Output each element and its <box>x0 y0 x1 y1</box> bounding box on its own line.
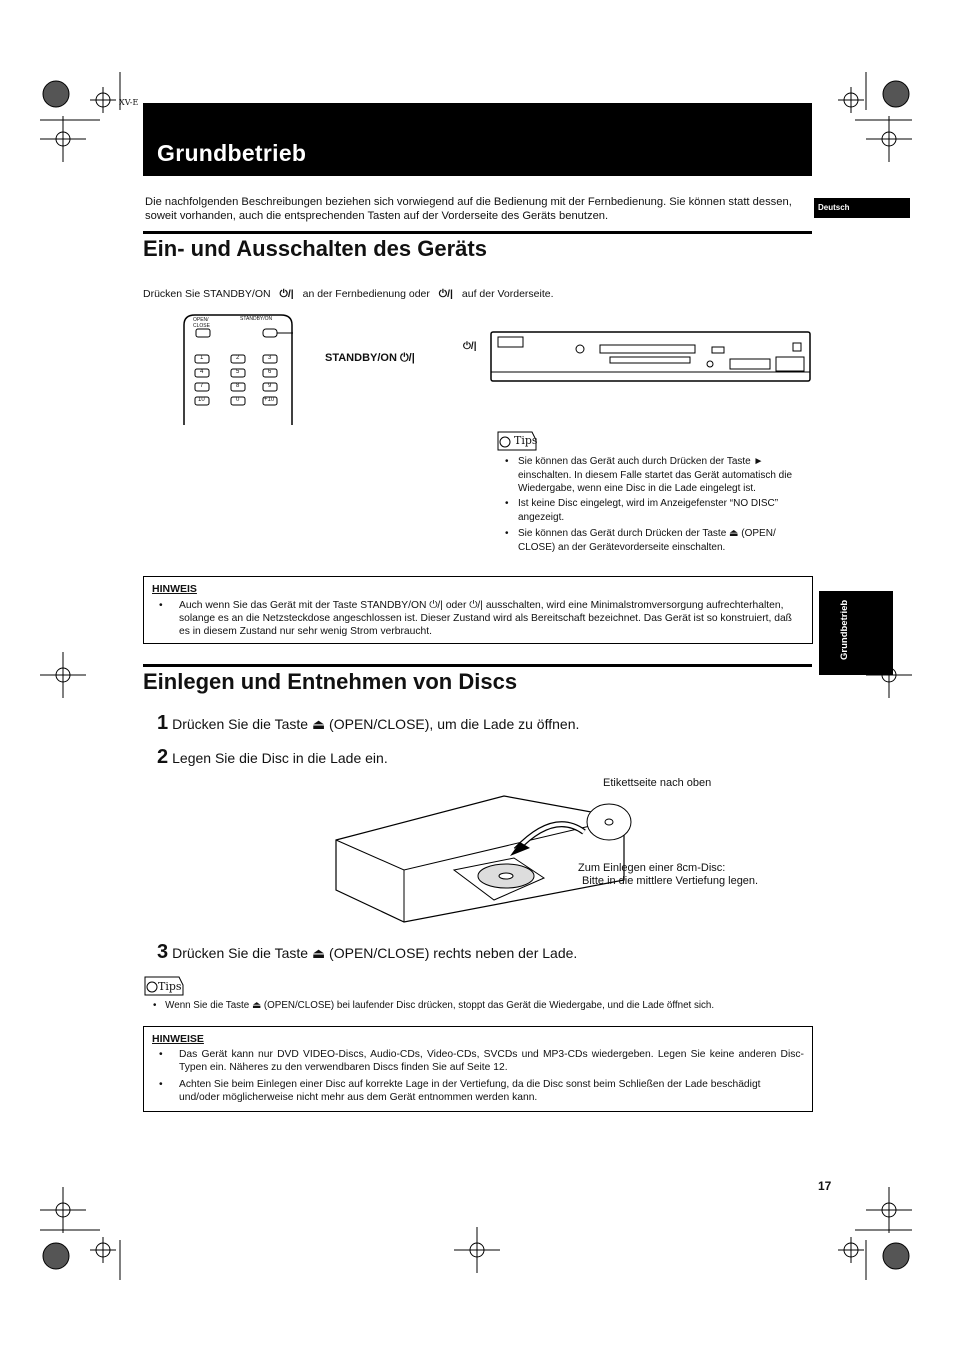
dvd-player-front <box>490 331 812 384</box>
power-instruction: Drücken Sie STANDBY/ON ⏻/| an der Fernbedienung oder ⏻/| auf der Vorderseite. <box>143 288 554 300</box>
remote-digit: 0 <box>236 397 240 403</box>
remote-digit: 6 <box>268 369 272 375</box>
note-box: HINWEIS • Auch wenn Sie das Gerät mit der Taste STANDBY/ON ⏻/| oder ⏻/| ausschalten, wird eine Minimalstromversorgung aufrechterhalten, solange es an die Netzsteckdose angeschlossen ist. Dieser Zustand wird als Bereitschaft bezeichnet. Das Gerät ist so konstruiert, daß es in diesem Zustand nur sehr wenig Strom verbraucht. <box>143 576 813 644</box>
step-3: 3 Drücken Sie die Taste ⏏ (OPEN/CLOSE) rechts neben der Lade. <box>157 941 578 963</box>
section-rule <box>143 231 812 234</box>
remote-digit: 1 <box>200 355 204 361</box>
power-icon: ⏻/| <box>279 288 294 300</box>
side-tab-label: Grundbetrieb <box>839 599 850 660</box>
remote-callout: STANDBY/ON ⏻/| <box>325 352 415 364</box>
step-2: 2 Legen Sie die Disc in die Lade ein. <box>157 746 388 768</box>
label-side-up: Etikettseite nach oben <box>603 777 712 789</box>
tip-item: • Wenn Sie die Taste ⏏ (OPEN/CLOSE) bei laufender Disc drücken, stoppt das Gerät die Wiedergabe, und die Lade öffnet sich. <box>153 1000 715 1011</box>
section-heading-power: Ein- und Ausschalten des Geräts <box>143 236 487 261</box>
label-8cm-text: Bitte in die mittlere Vertiefung legen. <box>582 875 759 887</box>
remote-digit: 7 <box>200 383 204 389</box>
page-title: Grundbetrieb <box>157 140 307 166</box>
page-number: 17 <box>818 1179 832 1193</box>
tips-label: Tips <box>158 980 182 993</box>
notes-heading: HINWEISE <box>152 1033 204 1045</box>
language-tab <box>814 198 910 218</box>
remote-digit: 2 <box>236 355 240 361</box>
power-icon: ⏻/| <box>463 341 477 352</box>
notes-box: HINWEISE • Das Gerät kann nur DVD VIDEO-Discs, Audio-CDs, Video-CDs, SVCDs und MP3-CDs wiedergeben. Legen Sie keine anderen Disc-Typen ein. Näheres zu den verwendbaren Discs finden Sie auf Seite 12. • Achten Sie beim Einlegen einer Disc auf korrekte Lage in der Vertiefung, da die Disc sonst beim Schließen der Lade beschädigt und/oder möglicherweise nicht mehr aus dem Gerät entnommen werden kann. <box>143 1026 813 1112</box>
side-tab <box>819 591 893 675</box>
language-label: Deutsch <box>818 203 850 212</box>
tips-label: Tips <box>514 434 538 447</box>
remote-control-illustration <box>183 313 293 425</box>
title-bar <box>143 103 812 176</box>
remote-digit: 5 <box>236 369 240 375</box>
disc-loading-illustration <box>334 790 644 930</box>
remote-key-open-close: OPEN/ CLOSE <box>193 317 210 329</box>
section-heading-discs: Einlegen und Entnehmen von Discs <box>143 669 518 694</box>
power-icon: ⏻/| <box>438 288 453 300</box>
remote-digit: +10 <box>264 397 275 403</box>
power-icon: ⏻/| <box>399 352 415 364</box>
remote-digit: 8 <box>236 383 240 389</box>
label-8cm-title: Zum Einlegen einer 8cm-Disc: <box>578 862 726 874</box>
note-heading: HINWEIS <box>152 583 197 595</box>
crop-code: XV-E <box>119 98 139 107</box>
remote-digit: 3 <box>268 355 272 361</box>
section-rule <box>143 664 812 667</box>
intro-text: Die nachfolgenden Beschreibungen beziehen sich vorwiegend auf die Bedienung mit der Fernbedienung. Sie können statt dessen, soweit vorhanden, auch die entsprechenden Tasten auf der Vorderseite des Geräts benutzen. <box>145 196 792 222</box>
remote-digit: 4 <box>200 369 204 375</box>
remote-key-standby: STANDBY/ON <box>240 316 273 322</box>
remote-digit: 10 <box>198 397 205 403</box>
step-1: 1 Drücken Sie die Taste ⏏ (OPEN/CLOSE), um die Lade zu öffnen. <box>157 712 580 734</box>
remote-digit: 9 <box>268 383 272 389</box>
